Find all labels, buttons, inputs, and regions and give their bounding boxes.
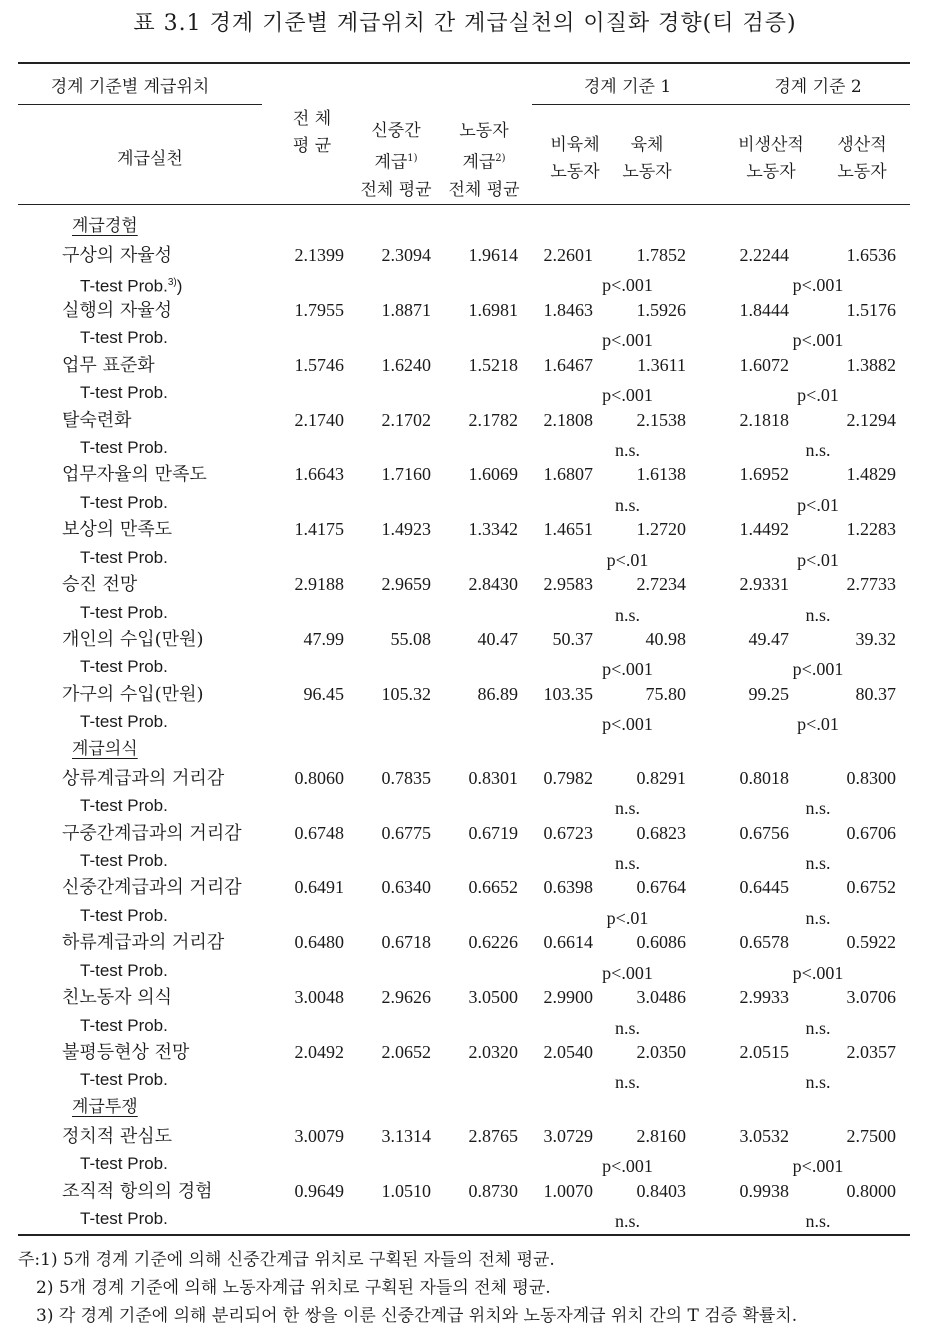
cell-productive: 3.0706 <box>846 987 896 1007</box>
row-label: 구상의 자율성 <box>62 244 173 266</box>
cell-productive: 1.4829 <box>846 464 896 485</box>
pvalue-criterion1: p<.001 <box>602 275 653 296</box>
row-label: 실행의 자율성 <box>62 299 173 321</box>
cell-nonproductive: 99.25 <box>748 683 789 704</box>
ttest-label <box>80 653 168 680</box>
header-bottom-rule <box>18 204 910 205</box>
ttest-label <box>80 847 168 874</box>
row-label: 조직적 항의의 경험 <box>62 1180 213 1202</box>
cell-nonmanual: 2.0540 <box>543 1041 593 1062</box>
ttest-row <box>0 269 930 296</box>
pvalue-criterion2: n.s. <box>805 798 831 818</box>
pvalue-criterion2: p<.01 <box>797 714 839 735</box>
cell-nonmanual: 3.0729 <box>543 1125 593 1146</box>
header-total-line2: 평 균 <box>292 136 332 156</box>
cell-new-middle-mean: 0.6340 <box>381 877 431 898</box>
cell-nonmanual: 1.6467 <box>543 354 593 375</box>
table-row <box>0 1039 930 1066</box>
pvalue-criterion2: p<.01 <box>797 549 839 570</box>
cell-nonmanual: 2.9583 <box>543 574 593 595</box>
ttest-row <box>0 1066 930 1093</box>
cell-new-middle-mean: 0.6775 <box>381 822 431 843</box>
cell-new-middle-mean: 1.4923 <box>381 519 431 540</box>
cell-worker-mean: 0.6719 <box>468 822 518 843</box>
cell-productive: 2.7733 <box>846 574 896 595</box>
cell-productive: 1.3882 <box>846 354 896 375</box>
cell-nonproductive: 1.6952 <box>739 464 789 485</box>
cell-manual: 0.6086 <box>636 932 686 953</box>
pvalue-criterion1: n.s. <box>614 439 640 460</box>
cell-manual: 1.6138 <box>636 464 686 485</box>
cell-worker-mean: 40.47 <box>477 628 518 649</box>
cell-nonproductive: 0.9938 <box>739 1180 789 1201</box>
cell-new-middle-mean: 1.8871 <box>381 299 431 320</box>
header-row-label: 계급실천 <box>117 149 183 169</box>
ttest-label <box>80 324 168 351</box>
footnote-2: 2) 5개 경계 기준에 의해 노동자계급 위치로 구획된 자들의 전체 평균. <box>36 1278 551 1298</box>
cell-productive: 1.2283 <box>846 519 896 540</box>
row-label: 보상의 만족도 <box>62 519 173 541</box>
table-row <box>0 929 930 956</box>
table-row <box>0 571 930 598</box>
pvalue-criterion1: p<.001 <box>602 962 653 983</box>
pvalue-criterion1: p<.01 <box>606 549 649 570</box>
cell-productive: 0.8000 <box>846 1180 896 1201</box>
cell-manual: 75.80 <box>645 683 686 704</box>
ttest-row <box>0 902 930 929</box>
table-row <box>0 820 930 847</box>
pvalue-criterion1: n.s. <box>614 798 640 818</box>
ttest-label <box>80 708 168 735</box>
ttest-label-text: T-test Prob. <box>80 1015 168 1035</box>
ttest-label <box>80 1012 168 1039</box>
cell-nonmanual: 1.8463 <box>543 299 593 320</box>
pvalue-criterion1: p<.001 <box>602 385 653 406</box>
cell-new-middle-mean: 0.6718 <box>381 932 431 953</box>
cell-worker-mean: 1.9614 <box>468 244 518 265</box>
cell-worker-mean: 2.8430 <box>468 574 518 595</box>
footnotes <box>18 1246 797 1330</box>
header-crit2: 경계 기준 2 <box>774 77 862 97</box>
footnote-3: 3) 각 경계 기준에 의해 분리되어 한 쌍을 이룬 신중간계급 위치와 노동자계급 위치 간의 T 검증 확률치. <box>36 1306 798 1326</box>
header-new-middle <box>350 118 442 204</box>
section-row <box>0 736 930 763</box>
cell-productive: 2.7500 <box>846 1125 896 1146</box>
ttest-row <box>0 544 930 571</box>
section-label: 계급의식 <box>72 738 138 759</box>
header-productive-line1: 생산적 <box>837 135 887 155</box>
row-label: 불평등현상 전망 <box>62 1041 190 1063</box>
cell-manual: 1.2720 <box>636 519 686 540</box>
cell-productive: 2.0357 <box>846 1041 896 1062</box>
ttest-label <box>80 902 168 929</box>
row-label: 업무 표준화 <box>62 354 155 376</box>
table-row <box>0 984 930 1011</box>
ttest-label-paren: ) <box>176 277 183 297</box>
cell-productive: 0.6706 <box>846 822 896 843</box>
cell-worker-mean: 2.8765 <box>468 1125 518 1146</box>
pvalue-criterion2: p<.01 <box>797 494 839 515</box>
footnote-ref-2: 2) <box>495 153 506 164</box>
ttest-row <box>0 792 930 819</box>
cell-total-mean: 3.0048 <box>294 987 344 1007</box>
cell-total-mean: 0.9649 <box>294 1180 344 1201</box>
cell-nonmanual: 103.35 <box>543 683 593 704</box>
ttest-label-text: T-test Prob. <box>80 1154 168 1174</box>
table-row <box>0 407 930 434</box>
ttest-label <box>80 1205 168 1232</box>
cell-nonmanual: 2.2601 <box>543 244 593 265</box>
cell-nonmanual: 1.0070 <box>543 1180 593 1201</box>
cell-worker-mean: 0.8301 <box>468 767 518 788</box>
ttest-label-text: T-test Prob. <box>80 712 168 732</box>
cell-manual: 40.98 <box>645 628 686 649</box>
cell-total-mean: 2.9188 <box>294 574 344 595</box>
table-row <box>0 516 930 543</box>
header-crit1: 경계 기준 1 <box>583 77 672 97</box>
header-new-middle-class: 계급 <box>374 152 408 173</box>
cell-total-mean: 2.1399 <box>294 244 344 265</box>
ttest-row <box>0 653 930 680</box>
cell-total-mean: 2.0492 <box>294 1041 344 1062</box>
cell-total-mean: 2.1740 <box>294 409 344 430</box>
pvalue-criterion2: n.s. <box>805 1017 831 1038</box>
cell-nonproductive: 0.6445 <box>739 877 789 898</box>
ttest-row <box>0 599 930 626</box>
pvalue-criterion1: n.s. <box>614 604 640 625</box>
cell-nonproductive: 1.4492 <box>739 519 789 540</box>
pvalue-criterion2: p<.01 <box>797 385 839 406</box>
ttest-label <box>80 792 168 819</box>
row-label: 개인의 수입(만원) <box>62 628 204 650</box>
cell-total-mean: 0.6491 <box>294 877 344 898</box>
cell-total-mean: 1.7955 <box>294 299 344 320</box>
cell-manual: 0.6764 <box>636 877 686 898</box>
pvalue-criterion2: p<.001 <box>792 1156 844 1177</box>
top-rule <box>18 62 910 64</box>
header-worker-class: 계급 <box>462 152 496 173</box>
row-label: 구중간계급과의 거리감 <box>62 822 242 844</box>
cell-new-middle-mean: 2.1702 <box>381 409 431 430</box>
ttest-label <box>80 434 168 461</box>
cell-worker-mean: 2.0320 <box>468 1041 518 1062</box>
cell-worker-mean: 1.5218 <box>468 354 518 375</box>
cell-new-middle-mean: 1.0510 <box>381 1180 431 1201</box>
ttest-label-text: T-test Prob. <box>80 277 168 297</box>
cell-manual: 1.5926 <box>636 299 686 320</box>
group-underline <box>18 104 262 105</box>
cell-manual: 2.0350 <box>636 1041 686 1062</box>
cell-new-middle-mean: 2.9626 <box>381 987 431 1007</box>
pvalue-criterion1: n.s. <box>614 1211 640 1231</box>
header-total <box>272 106 352 160</box>
cell-worker-mean: 0.6652 <box>468 877 518 898</box>
row-label: 업무자율의 만족도 <box>62 464 207 486</box>
header-total-line1: 전 체 <box>292 109 332 129</box>
table-row <box>0 1123 930 1150</box>
ttest-label <box>80 1066 168 1093</box>
cell-nonmanual: 0.7982 <box>543 767 593 788</box>
header-productive <box>822 132 902 186</box>
pvalue-criterion2: p<.001 <box>792 275 844 296</box>
cell-nonproductive: 2.0515 <box>739 1041 789 1062</box>
header-nonmanual-line2: 노동자 <box>550 162 600 182</box>
ttest-label <box>80 544 168 571</box>
ttest-row <box>0 1205 930 1232</box>
cell-nonproductive: 0.6756 <box>739 822 789 843</box>
cell-total-mean: 1.5746 <box>294 354 344 375</box>
header-manual <box>612 132 682 186</box>
cell-new-middle-mean: 2.9659 <box>381 574 431 595</box>
table-row <box>0 765 930 792</box>
cell-total-mean: 1.6643 <box>294 464 344 485</box>
table-row <box>0 352 930 379</box>
row-label: 탈숙련화 <box>62 409 132 431</box>
ttest-row <box>0 847 930 874</box>
ttest-label-text: T-test Prob. <box>80 657 168 677</box>
cell-new-middle-mean: 0.7835 <box>381 767 431 788</box>
cell-nonmanual: 1.6807 <box>543 464 593 485</box>
cell-total-mean: 0.6480 <box>294 932 344 953</box>
section-label: 계급경험 <box>72 216 138 236</box>
bottom-rule <box>18 1234 910 1236</box>
pvalue-criterion1: p<.001 <box>602 714 653 735</box>
ttest-row <box>0 957 930 984</box>
cell-new-middle-mean: 1.7160 <box>381 464 431 485</box>
cell-total-mean: 0.8060 <box>294 767 344 788</box>
cell-nonmanual: 2.1808 <box>543 409 593 430</box>
cell-manual: 2.7234 <box>636 574 686 595</box>
cell-nonproductive: 2.9933 <box>739 987 789 1007</box>
footnote-ref-1: 1) <box>407 153 418 164</box>
pvalue-criterion2: p<.001 <box>792 659 844 680</box>
cell-productive: 0.6752 <box>846 877 896 898</box>
cell-worker-mean: 0.6226 <box>468 932 518 953</box>
cell-new-middle-mean: 3.1314 <box>381 1125 431 1146</box>
pvalue-criterion1: p<.001 <box>602 330 653 351</box>
ttest-label <box>80 489 168 516</box>
cell-worker-mean: 86.89 <box>477 683 518 704</box>
pvalue-criterion2: n.s. <box>805 1211 831 1231</box>
ttest-label-text: T-test Prob. <box>80 328 168 348</box>
pvalue-criterion1: n.s. <box>614 1017 640 1038</box>
section-row <box>0 1094 930 1121</box>
cell-new-middle-mean: 55.08 <box>390 628 431 649</box>
header-new-middle-line2 <box>350 145 442 177</box>
row-label: 상류계급과의 거리감 <box>62 767 225 789</box>
row-label: 친노동자 의식 <box>62 987 173 1008</box>
header-worker <box>438 118 530 204</box>
section-row <box>0 213 930 240</box>
header-manual-line2: 노동자 <box>622 162 672 182</box>
header-group-label: 경계 기준별 계급위치 <box>50 77 210 97</box>
cell-nonmanual: 0.6398 <box>543 877 593 898</box>
cell-total-mean: 3.0079 <box>294 1125 344 1146</box>
row-label: 정치적 관심도 <box>62 1125 173 1147</box>
ttest-label-text: T-test Prob. <box>80 905 168 925</box>
footnote-ref-3: 3) <box>167 277 177 289</box>
cell-worker-mean: 1.6069 <box>468 464 518 485</box>
cell-nonproductive: 1.6072 <box>739 354 789 375</box>
ttest-label-text: T-test Prob. <box>80 383 168 403</box>
ttest-label <box>80 379 168 406</box>
cell-new-middle-mean: 2.0652 <box>381 1041 431 1062</box>
cell-nonproductive: 49.47 <box>748 628 789 649</box>
ttest-row <box>0 708 930 735</box>
ttest-label-text: T-test Prob. <box>80 960 168 980</box>
header-nonproductive-line2: 노동자 <box>746 162 796 182</box>
cell-new-middle-mean: 1.6240 <box>381 354 431 375</box>
table-row <box>0 874 930 901</box>
ttest-label-text: T-test Prob. <box>80 1070 168 1090</box>
cell-manual: 3.0486 <box>636 987 686 1007</box>
row-label: 가구의 수입(만원) <box>62 683 204 705</box>
cell-total-mean: 0.6748 <box>294 822 344 843</box>
cell-nonmanual: 50.37 <box>552 628 593 649</box>
cell-total-mean: 47.99 <box>303 628 344 649</box>
pvalue-criterion1: n.s. <box>614 494 640 515</box>
pvalue-criterion2: n.s. <box>805 439 831 460</box>
cell-manual: 2.8160 <box>636 1125 686 1146</box>
ttest-label <box>80 269 182 300</box>
ttest-label-text: T-test Prob. <box>80 492 168 512</box>
pvalue-criterion2: n.s. <box>805 1072 831 1093</box>
table-row <box>0 242 930 269</box>
cell-nonproductive: 2.2244 <box>739 244 789 265</box>
cell-nonproductive: 2.1818 <box>739 409 789 430</box>
header-nonproductive <box>726 132 816 186</box>
ttest-label <box>80 599 168 626</box>
cell-worker-mean: 3.0500 <box>468 987 518 1007</box>
cell-productive: 80.37 <box>855 683 896 704</box>
ttest-label-text: T-test Prob. <box>80 547 168 567</box>
header-nonproductive-line1: 비생산적 <box>738 135 804 155</box>
ttest-row <box>0 379 930 406</box>
cell-nonproductive: 1.8444 <box>739 299 789 320</box>
cell-productive: 1.6536 <box>846 244 896 265</box>
cell-nonmanual: 0.6614 <box>543 932 593 953</box>
header-worker-line2 <box>438 145 530 177</box>
ttest-label-text: T-test Prob. <box>80 796 168 815</box>
cell-productive: 39.32 <box>855 628 896 649</box>
pvalue-criterion2: n.s. <box>805 852 831 873</box>
cell-worker-mean: 0.8730 <box>468 1180 518 1201</box>
ttest-label <box>80 957 168 984</box>
cell-productive: 1.5176 <box>846 299 896 320</box>
cell-total-mean: 1.4175 <box>294 519 344 540</box>
cell-nonproductive: 0.6578 <box>739 932 789 953</box>
cell-nonproductive: 3.0532 <box>739 1125 789 1146</box>
header-productive-line2: 노동자 <box>837 162 887 182</box>
ttest-label-text: T-test Prob. <box>80 850 168 870</box>
pvalue-criterion1: p<.01 <box>606 907 649 928</box>
cell-manual: 1.7852 <box>636 244 686 265</box>
ttest-row <box>0 324 930 351</box>
pvalue-criterion2: n.s. <box>805 907 831 928</box>
row-label: 승진 전망 <box>62 574 138 596</box>
header-manual-line1: 육체 <box>630 135 664 155</box>
table-row <box>0 461 930 488</box>
table-row <box>0 626 930 653</box>
cell-nonmanual: 2.9900 <box>543 987 593 1007</box>
cell-nonmanual: 1.4651 <box>543 519 593 540</box>
ttest-label-text: T-test Prob. <box>80 437 168 457</box>
ttest-row <box>0 1150 930 1177</box>
section-label: 계급투쟁 <box>72 1096 138 1117</box>
ttest-row <box>0 1012 930 1039</box>
cell-worker-mean: 1.3342 <box>468 519 518 540</box>
footnote-1: 주:1) 5개 경계 기준에 의해 신중간계급 위치로 구획된 자들의 전체 평균. <box>18 1250 555 1270</box>
cell-nonproductive: 2.9331 <box>739 574 789 595</box>
cell-manual: 0.8403 <box>636 1180 686 1201</box>
cell-manual: 2.1538 <box>636 409 686 430</box>
cell-worker-mean: 1.6981 <box>468 299 518 320</box>
cell-total-mean: 96.45 <box>303 683 344 704</box>
cell-worker-mean: 2.1782 <box>468 409 518 430</box>
header-nonmanual <box>540 132 610 186</box>
header-nonmanual-line1: 비육체 <box>550 135 600 155</box>
pvalue-criterion2: p<.001 <box>792 962 844 983</box>
criteria-underline <box>532 104 910 105</box>
pvalue-criterion1: p<.001 <box>602 1156 653 1177</box>
cell-new-middle-mean: 2.3094 <box>381 244 431 265</box>
pvalue-criterion1: n.s. <box>614 1072 640 1093</box>
row-label: 신중간계급과의 거리감 <box>62 877 242 899</box>
cell-productive: 2.1294 <box>846 409 896 430</box>
pvalue-criterion2: p<.001 <box>792 330 844 351</box>
pvalue-criterion2: n.s. <box>805 604 831 625</box>
header-worker-line3: 전체 평균 <box>448 179 520 200</box>
cell-new-middle-mean: 105.32 <box>381 683 431 704</box>
cell-manual: 1.3611 <box>637 354 686 375</box>
header-new-middle-line1: 신중간 <box>371 121 421 141</box>
cell-nonproductive: 0.8018 <box>739 767 789 788</box>
header-new-middle-line3: 전체 평균 <box>360 179 432 200</box>
cell-productive: 0.8300 <box>846 767 896 788</box>
ttest-label <box>80 1150 168 1177</box>
ttest-label-text: T-test Prob. <box>80 602 168 622</box>
header-worker-line1: 노동자 <box>459 121 509 141</box>
ttest-row <box>0 434 930 461</box>
table-title: 표 3.1 경계 기준별 계급위치 간 계급실천의 이질화 경향(티 검증) <box>133 11 797 36</box>
table-row <box>0 1178 930 1205</box>
ttest-label-text: T-test Prob. <box>80 1209 168 1228</box>
row-label: 하류계급과의 거리감 <box>62 932 225 954</box>
cell-manual: 0.6823 <box>636 822 686 843</box>
table-row <box>0 297 930 324</box>
cell-productive: 0.5922 <box>846 932 896 953</box>
ttest-row <box>0 489 930 516</box>
cell-nonmanual: 0.6723 <box>543 822 593 843</box>
cell-manual: 0.8291 <box>636 767 686 788</box>
pvalue-criterion1: n.s. <box>614 852 640 873</box>
table-row <box>0 681 930 708</box>
pvalue-criterion1: p<.001 <box>602 659 653 680</box>
